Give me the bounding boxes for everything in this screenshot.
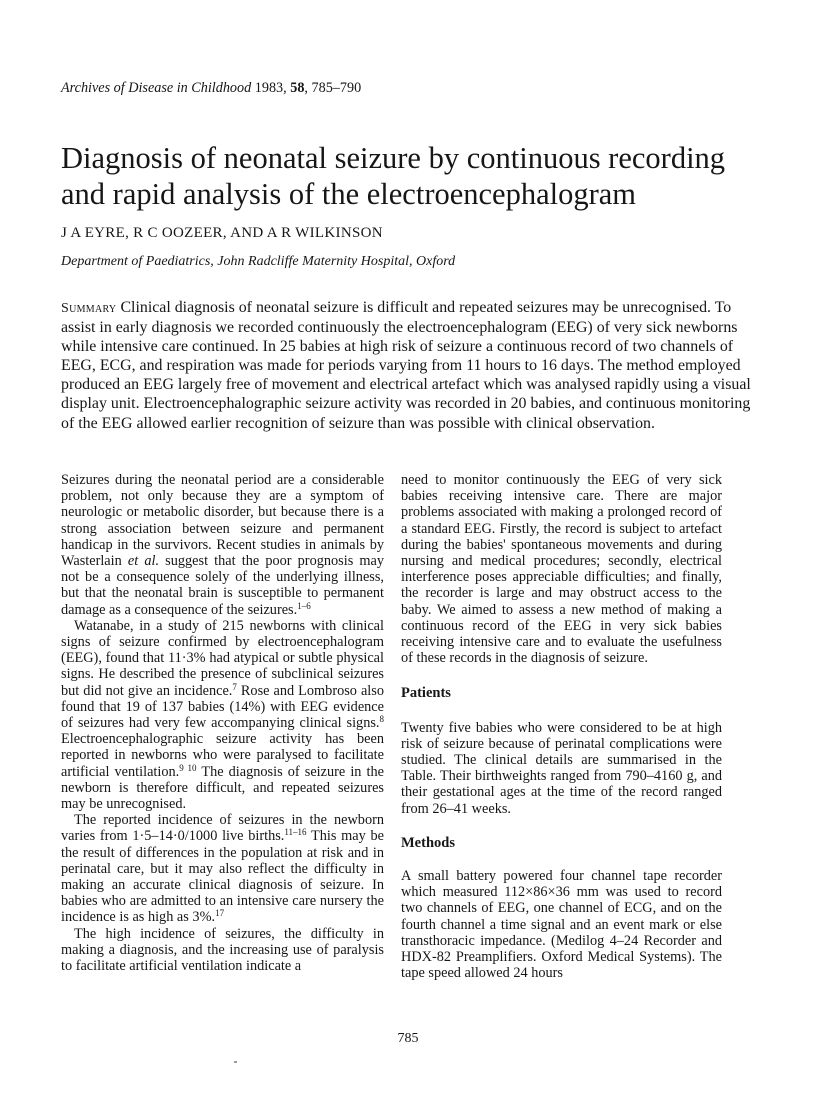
authors: J A EYRE, R C OOZEER, AND A R WILKINSON (61, 225, 383, 241)
section-heading-methods: Methods (401, 834, 455, 851)
reference: 17 (215, 908, 225, 919)
left-column (61, 472, 384, 974)
affiliation: Department of Paediatrics, John Radcliffe Maternity Hospital, Oxford (61, 254, 456, 269)
reference: 11–16 (284, 827, 307, 838)
reference: 7 (232, 681, 237, 692)
paragraph: The high incidence of seizures, the difficulty in making a diagnosis, and the increasing use of paralysis to facilitate artificial ventilation indicate a (61, 925, 384, 975)
reference: 9 10 (179, 762, 197, 773)
right-column (401, 472, 722, 981)
journal-pages: , 785–790 (304, 80, 362, 96)
journal-name: Archives of Disease in Childhood (61, 80, 252, 96)
reference: 8 (379, 714, 384, 725)
article-title: Diagnosis of neonatal seizure by continuous recording and rapid analysis of the electroencephalogram (61, 141, 726, 211)
paragraph: Twenty five babies who were considered to be at high risk of seizure because of perinatal complications were studied. The clinical details are summarised in the Table. Their birthweights ranged from 790–4160 g, and their gestational ages at the time of the record ranged from 26–41 weeks. (401, 719, 722, 817)
paragraph: A small battery powered four channel tape recorder which measured 112×86×36 mm was used to record two channels of EEG, one channel of ECG, and on the fourth channel a time signal and an event mark or else transthoracic impedance. (Medilog 4–24 Recorder and HDX-82 Preamplifiers. Oxford Medical Systems). The tape speed allowed 24 hours (401, 868, 722, 982)
journal-citation (61, 80, 361, 97)
paragraph: Watanabe, in a study of 215 newborns with clinical signs of seizure confirmed by electroencephalogram (EEG), found that 11·3% had atypical or subtle physical signs. He described the presence of subclinical seizures but did not give an incidence.$^7$ Rose and Lombroso also found that 19 of 137 babies (14%) with EEG evidence of seizures had very few accompanying clinical signs.$^8$ Electroencephalographic seizure activity has been reported in newborns who were paralysed to facilitate artificial ventilation.$^{9 10}$ The diagnosis of seizure in the newborn is therefore difficult, and repeated seizures may be unrecognised. (61, 617, 384, 813)
journal-year: 1983, (254, 80, 287, 96)
paragraph: need to monitor continuously the EEG of very sick babies receiving intensive care. There are major problems associated with making a prolonged record of a standard EEG. Firstly, the record is subject to artefact during the babies' spontaneous movements and during nursing and medical procedures; secondly, electrical interference poses appreciable difficulties; and finally, the recorder is large and may obstruct access to the baby. We aimed to assess a new method of making a continuous record of the EEG in very sick babies receiving intensive care and to evaluate the usefulness of these records in the diagnosis of seizure. (401, 472, 722, 667)
summary-text: Clinical diagnosis of neonatal seizure is difficult and repeated seizures may be unrecognised. To assist in early diagnosis we recorded continuously the electroencephalogram (EEG) of very sick newborns while intensive care continued. In 25 babies at high risk of seizure a continuous record of two channels of EEG, ECG, and respiration was made for periods varying from 11 hours to 16 days. The method employed produced an EEG largely free of movement and electrical artefact which was analysed rapidly using a visual display unit. Electroencephalographic seizure activity was recorded in 20 babies, and continuous monitoring of the EEG allowed earlier recognition of seizure than was possible with clinical observation. (61, 299, 751, 432)
journal-volume: 58 (290, 80, 305, 96)
section-heading-patients: Patients (401, 685, 451, 702)
summary-label: Summary (61, 301, 117, 316)
paragraph: Seizures during the neonatal period are a considerable problem, not only because they are a symptom of neurologic or metabolic disorder, but because there is a strong association between seizure and permanent handicap in the survivors. Recent studies in animals by Wasterlain et al. suggest that the poor prognosis may not be a consequence solely of the underlying illness, but that the neonatal brain is susceptible to permanent damage as a consequence of the seizures.$^{1-6}$ (61, 472, 384, 618)
page-number: 785 (397, 1031, 419, 1046)
scan-mark (234, 1061, 237, 1063)
paragraph: The reported incidence of seizures in the newborn varies from 1·5–14·0/1000 live births.$^{11-16}$ This may be the result of differences in the population at risk and in perinatal care, but it may also reflect the difficulty in making an accurate clinical diagnosis of seizure. In babies who are admitted to an intensive care nursery the incidence is as high as 3%.$^{17}$ (61, 812, 384, 926)
reference: 1–6 (297, 600, 311, 611)
summary (61, 298, 758, 433)
